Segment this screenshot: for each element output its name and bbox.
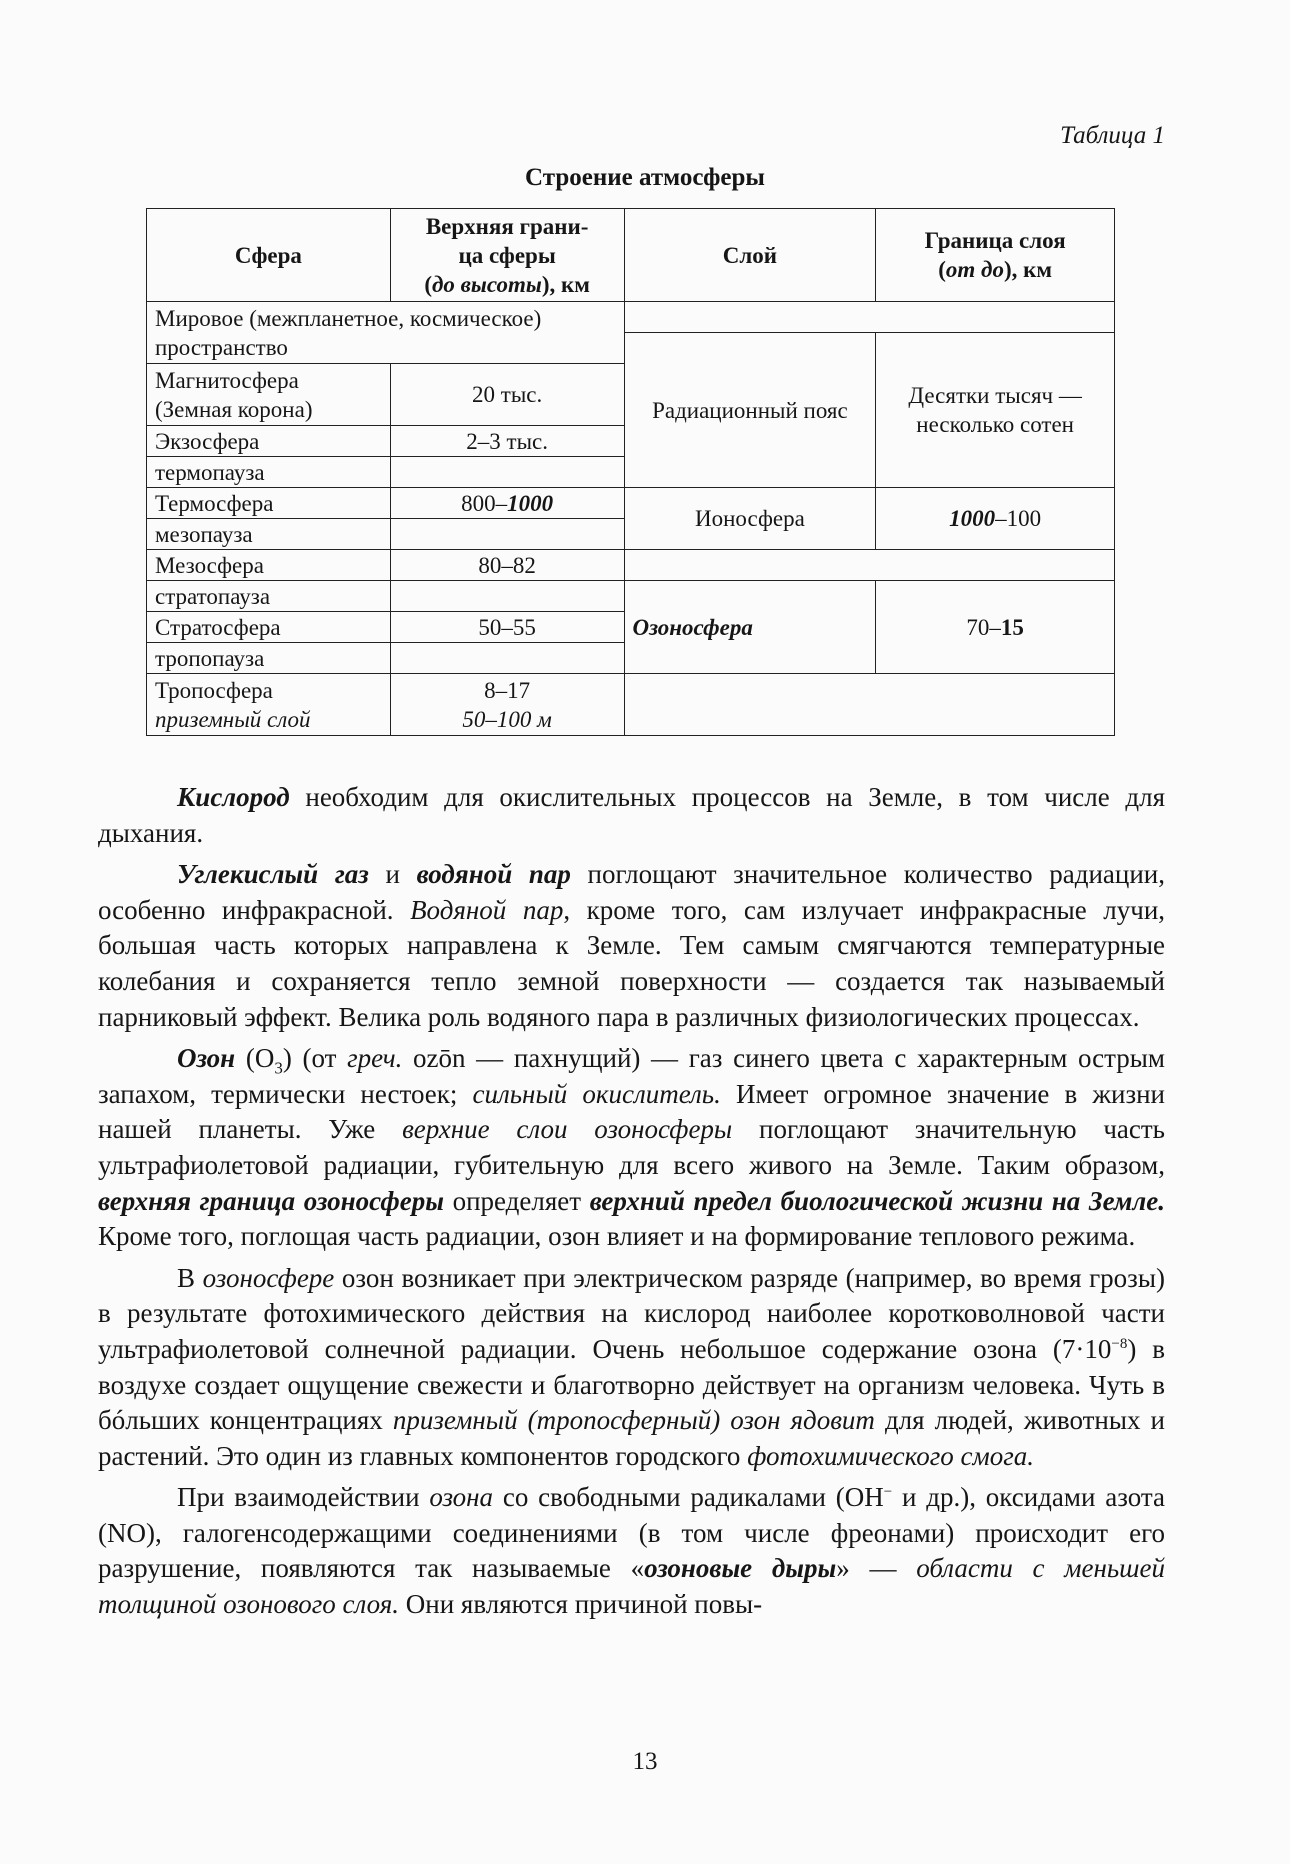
table-title: Строение атмосферы (525, 164, 765, 191)
cell-thermopause: термопауза (147, 457, 391, 488)
cell-magnetosphere: Магнитосфера (Земная корона) (147, 364, 391, 426)
cell-empty (624, 302, 1115, 333)
header-sphere: Сфера (147, 209, 391, 302)
header-upper-boundary: Верхняя грани- ца сферы (до высоты), км (390, 209, 624, 302)
cell-empty (390, 457, 624, 488)
cell-tropopause: тропопауза (147, 643, 391, 674)
cell-empty (624, 674, 1115, 736)
cell-thermosphere-value: 800–1000 (390, 488, 624, 519)
paragraph-ozone: Озон $(O_3)$ (от греч. ozōn — пахнущий) — газ синего цвета с характерным острым запахом, термически нестоек; сильный окислитель. Имеет огромное значение в жизни нашей планеты. Уже верхние слои озоносферы поглощают значительную часть ультрафиолетовой радиации, губительную для всего живого на Земле. Таким образом, верхняя граница озоносферы определяет верхний предел биологической жизни на Земле. Кроме того, поглощая часть радиации, озон влияет и на формирование теплового режима. (98, 1043, 1166, 1252)
cell-mesosphere-value: 80–82 (390, 550, 624, 581)
cell-world-space: Мировое (межпланетное, космическое) пространство (147, 302, 625, 364)
cell-empty (390, 643, 624, 674)
cell-mesopause: мезопауза (147, 519, 391, 550)
table-row (147, 302, 1115, 333)
cell-ionosphere-range: 1000–100 (876, 488, 1115, 550)
cell-stratosphere-value: 50–55 (390, 612, 624, 643)
cell-exosphere: Экзосфера (147, 426, 391, 457)
header-layer-boundary: Граница слоя (от до), км (876, 209, 1115, 302)
cell-exosphere-value: 2–3 тыс. (390, 426, 624, 457)
table-row (147, 581, 1115, 612)
cell-troposphere: Тропосфера приземный слой (147, 674, 391, 736)
cell-magnetosphere-value: 20 тыс. (390, 364, 624, 426)
cell-radiation-range: Десятки тысяч — несколько сотен (876, 333, 1115, 488)
cell-stratopause: стратопауза (147, 581, 391, 612)
page-number: 13 (632, 1748, 658, 1775)
table-header-row (147, 209, 1115, 302)
cell-troposphere-value: 8–17 50–100 м (390, 674, 624, 736)
table-row (147, 488, 1115, 519)
paragraph-ozonosphere: В озоносфере озон возникает при электрическом разряде (например, во время грозы) в результате фотохимического действия на кислород наиболее коротковолновой части ультрафиолетовой солнечной радиации. Очень небольшое содержание озона $(7\cdot 10^{-8})$ в воздухе создает ощущение свежести и благотворно действует на организм человека. Чуть в бóльших концентрациях приземный (тропосферный) озон ядовит для людей, животных и растений. Это один из главных компонентов городского фотохимического смога. (98, 1262, 1165, 1471)
cell-empty (390, 581, 624, 612)
cell-ozonosphere-range: 70–15 (876, 581, 1115, 674)
header-layer: Слой (624, 209, 876, 302)
table-label: Таблица 1 (1060, 122, 1165, 149)
paragraph-ozone-holes: При взаимодействии озона со свободными радикалами (OH− и др.), оксидами азота (NO), галогенсодержащими соединениями (в том числе фреонами) происходит его разрушение, появляются так называемые «озоновые дыры» — области с меньшей толщиной озонового слоя. Они являются причиной повы- (98, 1482, 1166, 1620)
paragraph-oxygen: Кислород необходим для окислительных процессов на Земле, в том числе для дыхания. (98, 782, 1165, 848)
cell-mesosphere: Мезосфера (147, 550, 391, 581)
cell-empty (390, 519, 624, 550)
body-text (98, 780, 1165, 1623)
table-row (147, 550, 1115, 581)
cell-empty (624, 550, 1115, 581)
paragraph-co2-water: Углекислый газ и водяной пар поглощают значительное количество радиации, особенно инфракрасной. Водяной пар, кроме того, сам излучает инфракрасные лучи, большая часть которых направлена к Земле. Тем самым смягчаются температурные колебания и сохраняется тепло земной поверхности — создается так называемый парниковый эффект. Велика роль водяного пара в различных физиологических процессах. (98, 859, 1166, 1032)
cell-stratosphere: Стратосфера (147, 612, 391, 643)
atmosphere-table (146, 208, 1115, 736)
table-row (147, 674, 1115, 736)
cell-thermosphere: Термосфера (147, 488, 391, 519)
cell-ionosphere: Ионосфера (624, 488, 876, 550)
cell-ozonosphere: Озоносфера (624, 581, 876, 674)
cell-radiation-belt: Радиационный пояс (624, 333, 876, 488)
